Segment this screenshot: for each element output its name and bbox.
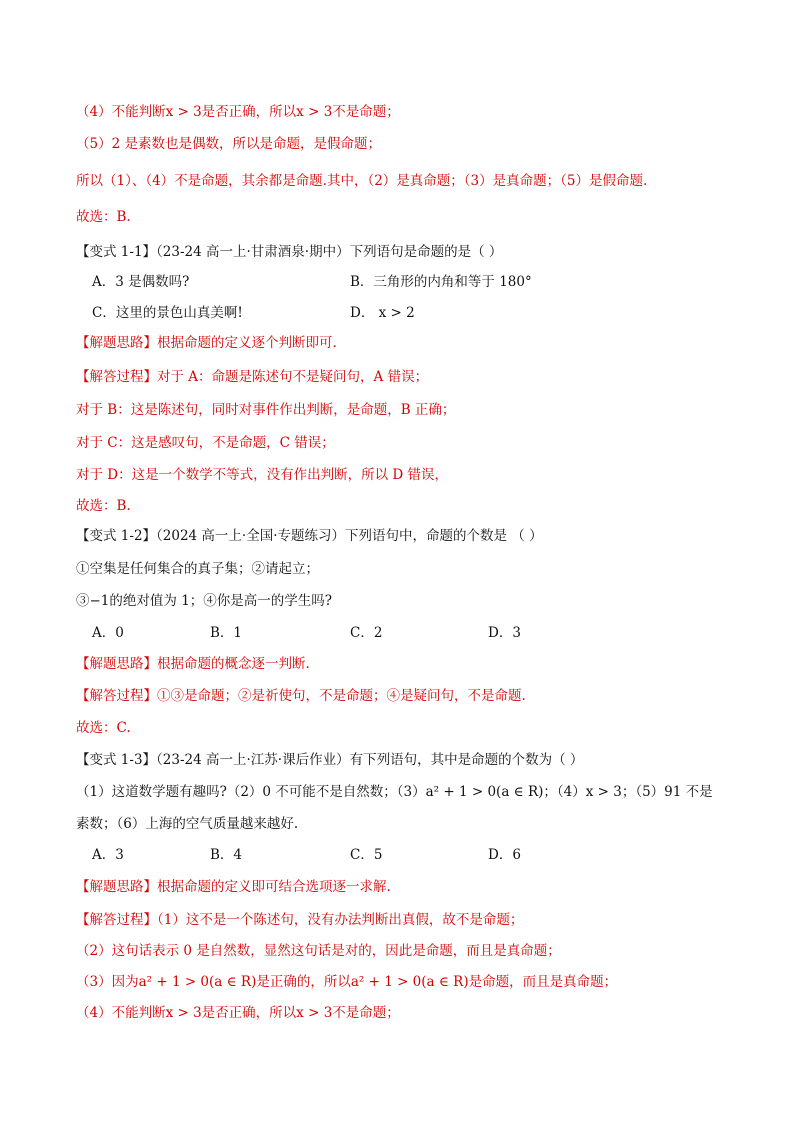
process-tag: 【解答过程】 [76, 688, 157, 704]
option-d: D．3 [488, 625, 521, 641]
answer-line: 故选：C. [76, 720, 131, 736]
process-line [76, 687, 526, 705]
process-text: 对于 A：命题是陈述句不是疑问句，A 错误； [157, 369, 429, 385]
statement-line: （1）这道数学题有趣吗?（2）0 不可能不是自然数；（3）a² + 1 > 0(a ∈ R)；（4）x > 3；（5）91 不是 [76, 784, 713, 800]
option-a: A．3 是偶数吗? [92, 274, 190, 290]
idea-line [76, 334, 337, 352]
idea-text: 根据命题的定义逐个判断即可. [157, 335, 337, 351]
question-v11 [76, 243, 502, 261]
option-d: D．6 [488, 847, 521, 863]
idea-tag: 【解题思路】 [76, 656, 157, 672]
solution-line: （4）不能判断x > 3是否正确，所以x > 3不是命题； [76, 104, 400, 120]
solution-line: （5）2 是素数也是偶数，所以是命题，是假命题； [76, 136, 381, 152]
answer-line: 故选：B. [76, 209, 131, 225]
idea-text: 根据命题的定义即可结合选项逐一求解. [157, 879, 391, 895]
question-text: （23-24 高一上·江苏·课后作业）有下列语句，其中是命题的个数为（ ） [156, 752, 584, 768]
option-b: B．4 [210, 847, 243, 863]
idea-tag: 【解题思路】 [76, 335, 157, 351]
statement-line: 素数；（6）上海的空气质量越来越好. [76, 816, 299, 832]
process-line: 对于 D：这是一个数学不等式，没有作出判断，所以 D 错误， [76, 467, 449, 483]
process-text: ①③是命题；②是祈使句，不是命题；④是疑问句，不是命题. [157, 688, 526, 704]
process-text: （1）这不是一个陈述句，没有办法判断出真假，故不是命题； [157, 912, 524, 928]
process-line: （4）不能判断x > 3是否正确，所以x > 3不是命题； [76, 1005, 400, 1021]
idea-text: 根据命题的概念逐一判断. [157, 656, 310, 672]
option-a: A．0 [92, 625, 124, 641]
option-c: C．这里的景色山真美啊! [92, 305, 243, 321]
process-line: （2）这句话表示 0 是自然数，显然这句话是对的，因此是命题，而且是真命题； [76, 943, 561, 959]
variant-tag: 【变式 1-1】 [76, 244, 157, 260]
question-text: （23-24 高一上·甘肃酒泉·期中）下列语句是命题的是（ ） [156, 244, 503, 260]
statement-line: ①空集是任何集合的真子集；②请起立； [76, 561, 319, 577]
option-c: C．5 [350, 847, 383, 863]
option-c: C．2 [350, 625, 383, 641]
process-tag: 【解答过程】 [76, 912, 157, 928]
process-line: 对于 C：这是感叹句，不是命题，C 错误； [76, 435, 335, 451]
question-v13 [76, 751, 583, 769]
option-d: D． x > 2 [350, 305, 415, 321]
solution-line: 所以（1）、（4）不是命题，其余都是命题.其中，（2）是真命题；（3）是真命题；（5）是假命题. [76, 173, 648, 189]
process-line: 对于 B：这是陈述句，同时对事件作出判断，是命题，B 正确； [76, 402, 456, 418]
question-v12 [76, 527, 543, 545]
process-line [76, 368, 428, 386]
option-a: A．3 [92, 847, 124, 863]
answer-line: 故选：B. [76, 498, 131, 514]
process-line [76, 911, 523, 929]
variant-tag: 【变式 1-2】 [76, 528, 157, 544]
question-text: （2024 高一上·全国·专题练习）下列语句中，命题的个数是 （ ） [156, 528, 543, 544]
variant-tag: 【变式 1-3】 [76, 752, 157, 768]
process-tag: 【解答过程】 [76, 369, 157, 385]
idea-tag: 【解题思路】 [76, 879, 157, 895]
option-b: B．三角形的内角和等于 180° [350, 274, 532, 290]
idea-line [76, 878, 391, 896]
option-b: B．1 [210, 625, 243, 641]
process-line: （3）因为a² + 1 > 0(a ∈ R)是正确的，所以a² + 1 > 0(a ∈ R)是命题，而且是真命题； [76, 974, 618, 990]
statement-line: ③−1的绝对值为 1；④你是高一的学生吗? [76, 593, 333, 609]
idea-line [76, 655, 310, 673]
